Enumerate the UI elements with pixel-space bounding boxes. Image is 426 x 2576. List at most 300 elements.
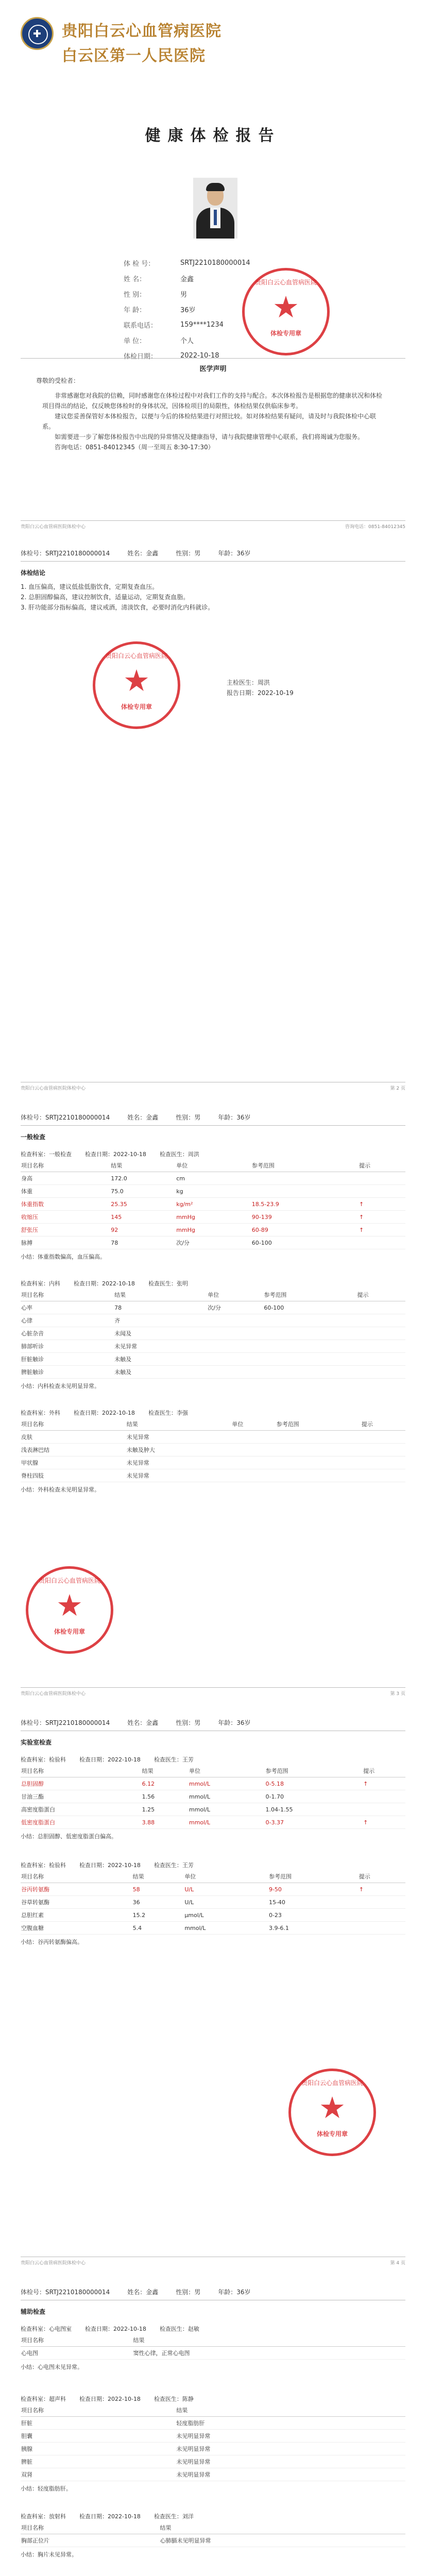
table-cell: [207, 1353, 263, 1366]
table-cell: [356, 1314, 405, 1327]
table-cell: [361, 1431, 405, 1444]
exam-item: [21, 2511, 405, 2558]
table-cell: kg/m²: [176, 1198, 251, 1211]
table-cell: 3.9-6.1: [268, 1922, 359, 1935]
exam-item-meta: [21, 1149, 405, 1159]
table-row: [21, 1803, 405, 1816]
section-title: 体检结论: [21, 569, 46, 577]
column-header: 结果: [126, 1418, 232, 1431]
header-field: 姓名：金鑫: [127, 550, 159, 557]
table-cell: 未见明显异常: [176, 2443, 405, 2455]
table-row: [21, 1366, 405, 1379]
column-header: 项目名称: [21, 1159, 110, 1172]
table-row: [21, 2468, 405, 2481]
column-header: 参考范围: [251, 1159, 359, 1172]
table-row: [21, 1236, 405, 1249]
table-cell: 皮肤: [21, 1431, 126, 1444]
table-row: [21, 1790, 405, 1803]
column-header: 提示: [359, 1159, 405, 1172]
divider: [21, 520, 405, 521]
table-cell: mmol/L: [184, 1922, 268, 1935]
section-title: 一般检查: [21, 1133, 46, 1141]
page-footer: [21, 523, 405, 530]
table-cell: [263, 1366, 356, 1379]
exam-item: [21, 1149, 405, 1261]
table-cell: ↑: [359, 1198, 405, 1211]
conclusion-line: 2. 总胆固醇偏高，建议控制饮食，适量运动，定期复查血脂。: [21, 594, 190, 601]
exam-meta-field: 检查科室：外科: [21, 1410, 60, 1416]
exam-meta-field: 检查医生：王芳: [154, 1756, 194, 1763]
exam-summary: 小结：谷丙转氨酶偏高。: [21, 1939, 83, 1945]
detail-page-general: [0, 1103, 426, 1705]
table-cell: 低密度脂蛋白: [21, 1816, 142, 1829]
table-cell: U/L: [184, 1883, 268, 1896]
seal-star-icon: ★: [319, 2090, 346, 2125]
table-row: [21, 1922, 405, 1935]
table-cell: [363, 1790, 405, 1803]
table-cell: 15.2: [132, 1909, 184, 1922]
table-cell: [276, 1469, 361, 1482]
table-cell: 总胆红素: [21, 1909, 132, 1922]
table-cell: 60-89: [251, 1224, 359, 1236]
summary-lines: [21, 582, 404, 613]
table-cell: 次/分: [207, 1301, 263, 1314]
table-cell: [359, 1896, 405, 1909]
table-cell: [356, 1353, 405, 1366]
footer-right: 咨询电话：0851-84012345: [345, 524, 405, 530]
exam-meta-field: 检查医生：张明: [148, 1280, 188, 1287]
hospital-seal-icon: [93, 641, 180, 729]
table-cell: 未见明显异常: [176, 2468, 405, 2481]
table-cell: 未见明显异常: [176, 2455, 405, 2468]
table-cell: 次/分: [176, 1236, 251, 1249]
table-cell: 谷草转氨酶: [21, 1896, 132, 1909]
table-cell: [263, 1340, 356, 1353]
patient-info-label: 单 位：: [124, 337, 146, 345]
table-row: [21, 1224, 405, 1236]
seal-ring-text: 贵阳白云心血管病医院: [254, 279, 317, 286]
notice-paragraph: 非常感谢您对我院的信赖，同时感谢您在体检过程中对我们工作的支持与配合。本次体检报告是根据您的健康状况和体检项目得出的结论，仅反映您体检时的身体状况，因体检项目的局限性，体检结果仅供临床参考。: [42, 392, 383, 410]
table-cell: 身高: [21, 1172, 110, 1185]
table-cell: ↑: [359, 1883, 405, 1896]
notice-title: 医学声明: [199, 365, 227, 373]
header-field: 年龄：36岁: [218, 550, 251, 557]
table-cell: 双肾: [21, 2468, 176, 2481]
seal-ring-text: 贵阳白云心血管病医院: [38, 1577, 100, 1584]
page-header: [21, 549, 405, 557]
table-cell: mmol/L: [189, 1816, 265, 1829]
table-cell: 0-3.37: [265, 1816, 363, 1829]
table-cell: 3.88: [142, 1816, 189, 1829]
exam-meta-field: 检查科室：内科: [21, 1280, 60, 1287]
table-cell: 172.0: [110, 1172, 176, 1185]
patient-info-label: 体检日期：: [124, 352, 158, 361]
table-cell: 脾脏触诊: [21, 1366, 114, 1379]
table-row: [21, 1301, 405, 1314]
table-cell: 36: [132, 1896, 184, 1909]
result-table: [21, 1159, 405, 1249]
table-cell: [361, 1469, 405, 1482]
table-cell: 78: [114, 1301, 207, 1314]
table-cell: 心率: [21, 1301, 114, 1314]
header-field: 体检号：SRTJ2210180000014: [21, 1114, 110, 1121]
patient-info-value: 159****1234: [180, 320, 224, 329]
exam-item: [21, 1408, 405, 1494]
table-cell: [356, 1340, 405, 1353]
page-header: [21, 1113, 405, 1122]
table-cell: 18.5-23.9: [251, 1198, 359, 1211]
patient-info-value: 36岁: [180, 306, 196, 314]
hospital-seal-icon: [26, 1566, 113, 1654]
table-row: [21, 1314, 405, 1327]
hospital-name-primary: 贵阳白云心血管病医院: [62, 22, 221, 40]
table-cell: 未见异常: [126, 1456, 232, 1469]
column-header: 参考范围: [276, 1418, 361, 1431]
patient-info-value: 2022-10-18: [180, 351, 219, 360]
table-cell: 高密度脂蛋白: [21, 1803, 142, 1816]
column-header: 结果: [176, 2404, 405, 2417]
report-date-label: 报告日期：: [227, 689, 258, 697]
table-cell: 体重: [21, 1185, 110, 1198]
table-row: [21, 1431, 405, 1444]
exam-meta-field: 检查医生：李强: [148, 1410, 188, 1416]
footer-left: 贵阳白云心血管病医院体检中心: [21, 524, 86, 530]
table-row: [21, 1198, 405, 1211]
table-cell: [263, 1353, 356, 1366]
exam-summary: 小结：心电图未见异常。: [21, 2364, 83, 2370]
exam-item: [21, 2324, 405, 2371]
column-header: 单位: [207, 1289, 263, 1301]
table-cell: [251, 1172, 359, 1185]
column-header: 项目名称: [21, 2404, 176, 2417]
table-cell: [361, 1456, 405, 1469]
notice-paragraph: 如需要进一步了解您体检报告中出现的异常情况及健康指导，请与我院健康管理中心联系，我们将竭诚为您服务。: [55, 433, 364, 440]
column-header: 结果: [132, 2334, 405, 2347]
table-cell: [207, 1327, 263, 1340]
column-header: 提示: [361, 1418, 405, 1431]
column-header: 提示: [359, 1870, 405, 1883]
patient-info-value: 男: [180, 291, 188, 299]
table-row: [21, 2534, 405, 2547]
table-cell: 心律: [21, 1314, 114, 1327]
result-table: [21, 1870, 405, 1935]
table-cell: [231, 1456, 276, 1469]
table-cell: 胸部正位片: [21, 2534, 159, 2547]
result-table: [21, 2404, 405, 2481]
column-header: 单位: [184, 1870, 268, 1883]
exam-item: [21, 2394, 405, 2493]
table-cell: [359, 1236, 405, 1249]
table-cell: [207, 1366, 263, 1379]
column-header: 结果: [110, 1159, 176, 1172]
table-cell: 肝脏: [21, 2417, 176, 2430]
column-header: 项目名称: [21, 1289, 114, 1301]
column-header: 结果: [114, 1289, 207, 1301]
table-row: [21, 2347, 405, 2360]
table-cell: 5.4: [132, 1922, 184, 1935]
table-cell: [231, 1469, 276, 1482]
hospital-seal-icon: [242, 268, 330, 355]
table-row: [21, 1469, 405, 1482]
table-cell: [359, 1922, 405, 1935]
table-row: [21, 2443, 405, 2455]
table-cell: 未触及: [114, 1353, 207, 1366]
cover-page: [0, 0, 426, 536]
hospital-name-secondary: 白云区第一人民医院: [62, 47, 206, 65]
table-row: [21, 1777, 405, 1790]
table-cell: [359, 1185, 405, 1198]
table-cell: 空腹血糖: [21, 1922, 132, 1935]
report-date: 2022-10-19: [258, 689, 294, 697]
table-row: [21, 1340, 405, 1353]
exam-meta-field: 检查科室：心电图室: [21, 2326, 72, 2332]
exam-summary: 小结：外科检查未见明显异常。: [21, 1486, 100, 1493]
footer-right: 第 2 页: [390, 1086, 405, 1091]
signature-block: [227, 677, 402, 698]
table-row: [21, 2430, 405, 2443]
footer-left: 贵阳白云心血管病医院体检中心: [21, 2261, 86, 2266]
exam-meta-field: 检查日期：2022-10-18: [79, 1756, 141, 1763]
patient-info-row: [124, 255, 330, 270]
table-cell: 脉搏: [21, 1236, 110, 1249]
table-cell: 总胆固醇: [21, 1777, 142, 1790]
exam-meta-field: 检查医生：王芳: [154, 1862, 194, 1869]
table-row: [21, 1909, 405, 1922]
table-cell: 未见异常: [126, 1469, 232, 1482]
header-field: 性别：男: [176, 1719, 201, 1726]
detail-page-lab: [0, 1708, 426, 2275]
page-footer: [21, 1084, 405, 1091]
table-cell: [356, 1301, 405, 1314]
header-field: 性别：男: [176, 1114, 201, 1121]
table-cell: 肝脏触诊: [21, 1353, 114, 1366]
patient-info-label: 年 龄：: [124, 306, 146, 314]
table-cell: mmHg: [176, 1211, 251, 1224]
exam-meta-field: 检查医生：周洪: [159, 1151, 199, 1158]
column-header: 单位: [189, 1765, 265, 1777]
result-table: [21, 1289, 405, 1379]
table-row: [21, 1816, 405, 1829]
table-cell: U/L: [184, 1896, 268, 1909]
header-field: 体检号：SRTJ2210180000014: [21, 2289, 110, 2296]
header-field: 年龄：36岁: [218, 1114, 251, 1121]
exam-meta-field: 检查日期：2022-10-18: [79, 1862, 141, 1869]
exam-item-meta: [21, 2394, 405, 2404]
table-cell: 0-23: [268, 1909, 359, 1922]
table-cell: [207, 1340, 263, 1353]
table-cell: 15-40: [268, 1896, 359, 1909]
page-header: [21, 2287, 405, 2296]
table-cell: [231, 1431, 276, 1444]
table-cell: 胰腺: [21, 2443, 176, 2455]
exam-item-meta: [21, 2511, 405, 2521]
table-cell: [231, 1444, 276, 1456]
table-cell: 舒张压: [21, 1224, 110, 1236]
table-row: [21, 1456, 405, 1469]
exam-item-meta: [21, 1408, 405, 1418]
divider: [21, 358, 405, 359]
table-cell: mmol/L: [189, 1790, 265, 1803]
table-cell: 92: [110, 1224, 176, 1236]
result-table: [21, 2334, 405, 2360]
exam-meta-field: 检查科室：一般检查: [21, 1151, 72, 1158]
table-cell: [263, 1327, 356, 1340]
patient-info-value: 金鑫: [180, 275, 194, 283]
table-cell: mmol/L: [189, 1803, 265, 1816]
column-header: 项目名称: [21, 2521, 159, 2534]
hospital-logo-icon: [21, 17, 54, 50]
table-cell: [356, 1366, 405, 1379]
seal-star-icon: ★: [56, 1588, 83, 1623]
table-cell: 心电图: [21, 2347, 132, 2360]
seal-ring-text: 贵阳白云心血管病医院: [105, 652, 167, 659]
column-header: 提示: [363, 1765, 405, 1777]
patient-info-label: 性 别：: [124, 291, 146, 299]
exam-meta-field: 检查医生：陈静: [154, 2396, 194, 2402]
table-cell: [363, 1803, 405, 1816]
table-cell: 体重指数: [21, 1198, 110, 1211]
exam-meta-field: 检查科室：检验科: [21, 1756, 66, 1763]
table-cell: [251, 1185, 359, 1198]
exam-summary: 小结：胸片未见异常。: [21, 2551, 77, 2558]
table-cell: 轻度脂肪肝: [176, 2417, 405, 2430]
table-cell: 胆囊: [21, 2430, 176, 2443]
exam-summary: 小结：内科检查未见明显异常。: [21, 1383, 100, 1389]
column-header: 参考范围: [263, 1289, 356, 1301]
patient-info-label: 联系电话：: [124, 321, 158, 330]
table-cell: ↑: [359, 1211, 405, 1224]
table-cell: [356, 1327, 405, 1340]
section-title: 实验室检查: [21, 1739, 52, 1746]
table-row: [21, 1444, 405, 1456]
exam-meta-field: 检查医生：赵敏: [159, 2326, 199, 2332]
footer-right: 第 4 页: [390, 2261, 405, 2266]
column-header: 结果: [159, 2521, 405, 2534]
column-header: 提示: [356, 1289, 405, 1301]
column-header: 单位: [231, 1418, 276, 1431]
table-cell: 75.0: [110, 1185, 176, 1198]
exam-item-meta: [21, 1278, 405, 1289]
exam-meta-field: 检查科室：检验科: [21, 1862, 66, 1869]
table-cell: μmol/L: [184, 1909, 268, 1922]
report-title: 健康体检报告: [145, 127, 281, 145]
exam-meta-field: 检查医生：刘洋: [154, 2513, 194, 2520]
exam-meta-field: 检查日期：2022-10-18: [79, 2513, 141, 2520]
exam-item-meta: [21, 2324, 405, 2334]
page-header: [21, 1718, 405, 1727]
exam-meta-field: 检查日期：2022-10-18: [79, 2396, 141, 2402]
header-field: 性别：男: [176, 2289, 201, 2296]
table-cell: 收缩压: [21, 1211, 110, 1224]
table-cell: 未闻及: [114, 1327, 207, 1340]
table-cell: 60-100: [263, 1301, 356, 1314]
table-row: [21, 1185, 405, 1198]
result-table: [21, 1765, 405, 1829]
header-field: 性别：男: [176, 550, 201, 557]
column-header: 参考范围: [268, 1870, 359, 1883]
notice-paragraph: 咨询电话：0851-84012345（周一至周五 8:30-17:30）: [55, 444, 214, 451]
exam-meta-field: 检查日期：2022-10-18: [74, 1280, 135, 1287]
header-field: 姓名：金鑫: [127, 2289, 159, 2296]
column-header: 项目名称: [21, 2334, 132, 2347]
header-field: 体检号：SRTJ2210180000014: [21, 550, 110, 557]
column-header: 结果: [132, 1870, 184, 1883]
table-row: [21, 1896, 405, 1909]
table-cell: 25.35: [110, 1198, 176, 1211]
exam-meta-field: 检查日期：2022-10-18: [85, 2326, 146, 2332]
exam-summary: 小结：总胆固醇、低密度脂蛋白偏高。: [21, 1833, 117, 1840]
patient-info-label: 姓 名：: [124, 275, 146, 283]
table-cell: 齐: [114, 1314, 207, 1327]
table-cell: 未见明显异常: [176, 2430, 405, 2443]
exam-meta-field: 检查日期：2022-10-18: [85, 1151, 146, 1158]
table-cell: 甘油三酯: [21, 1790, 142, 1803]
table-cell: 1.56: [142, 1790, 189, 1803]
table-cell: 未触及肿大: [126, 1444, 232, 1456]
table-cell: mmHg: [176, 1224, 251, 1236]
exam-item: [21, 1278, 405, 1390]
table-cell: 9-50: [268, 1883, 359, 1896]
table-row: [21, 1353, 405, 1366]
footer-left: 贵阳白云心血管病医院体检中心: [21, 1691, 86, 1697]
table-cell: 心脏杂音: [21, 1327, 114, 1340]
table-cell: [359, 1172, 405, 1185]
conclusion-line: 3. 肝功能部分指标偏高，建议戒酒，清淡饮食，必要时消化内科就诊。: [21, 604, 214, 611]
section-title: 辅助检查: [21, 2308, 46, 2315]
table-cell: 0-1.70: [265, 1790, 363, 1803]
seal-ring-text: 贵阳白云心血管病医院: [301, 2079, 363, 2087]
exam-meta-field: 检查日期：2022-10-18: [74, 1410, 135, 1416]
seal-bottom-text: 体检专用章: [54, 1628, 85, 1635]
patient-info-label: 体 检 号：: [124, 260, 155, 268]
table-row: [21, 2417, 405, 2430]
table-cell: [263, 1314, 356, 1327]
table-row: [21, 1211, 405, 1224]
header-field: 姓名：金鑫: [127, 1719, 159, 1726]
exam-summary: 小结：体重指数偏高，血压偏高。: [21, 1253, 106, 1260]
footer-right: 第 3 页: [390, 1691, 405, 1697]
table-cell: 心肺膈未见明显异常: [159, 2534, 405, 2547]
table-cell: 未见异常: [126, 1431, 232, 1444]
column-header: 结果: [142, 1765, 189, 1777]
exam-meta-field: 检查科室：放射科: [21, 2513, 66, 2520]
table-cell: [359, 1909, 405, 1922]
seal-bottom-text: 体检专用章: [121, 703, 152, 710]
table-cell: ↑: [363, 1777, 405, 1790]
column-header: 项目名称: [21, 1418, 126, 1431]
patient-info-value: 个人: [180, 337, 194, 345]
notice-paragraph: 建议您妥善保管好本体检报告，以便与今后的体检结果进行对照比较。如对体检结果有疑问，请及时与我院体检中心联系。: [42, 413, 377, 430]
exam-item: [21, 1860, 405, 1946]
exam-item-meta: [21, 1754, 405, 1765]
seal-bottom-text: 体检专用章: [270, 330, 301, 337]
exam-meta-field: 检查科室：超声科: [21, 2396, 66, 2402]
table-cell: cm: [176, 1172, 251, 1185]
page-footer: [21, 1690, 405, 1697]
table-cell: [276, 1444, 361, 1456]
seal-star-icon: ★: [123, 663, 150, 698]
result-table: [21, 2521, 405, 2547]
table-cell: 脾脏: [21, 2455, 176, 2468]
table-cell: 90-139: [251, 1211, 359, 1224]
table-cell: kg: [176, 1185, 251, 1198]
table-cell: [276, 1456, 361, 1469]
table-cell: 0-5.18: [265, 1777, 363, 1790]
table-row: [21, 2455, 405, 2468]
table-cell: [361, 1444, 405, 1456]
table-row: [21, 1327, 405, 1340]
table-cell: 1.04-1.55: [265, 1803, 363, 1816]
